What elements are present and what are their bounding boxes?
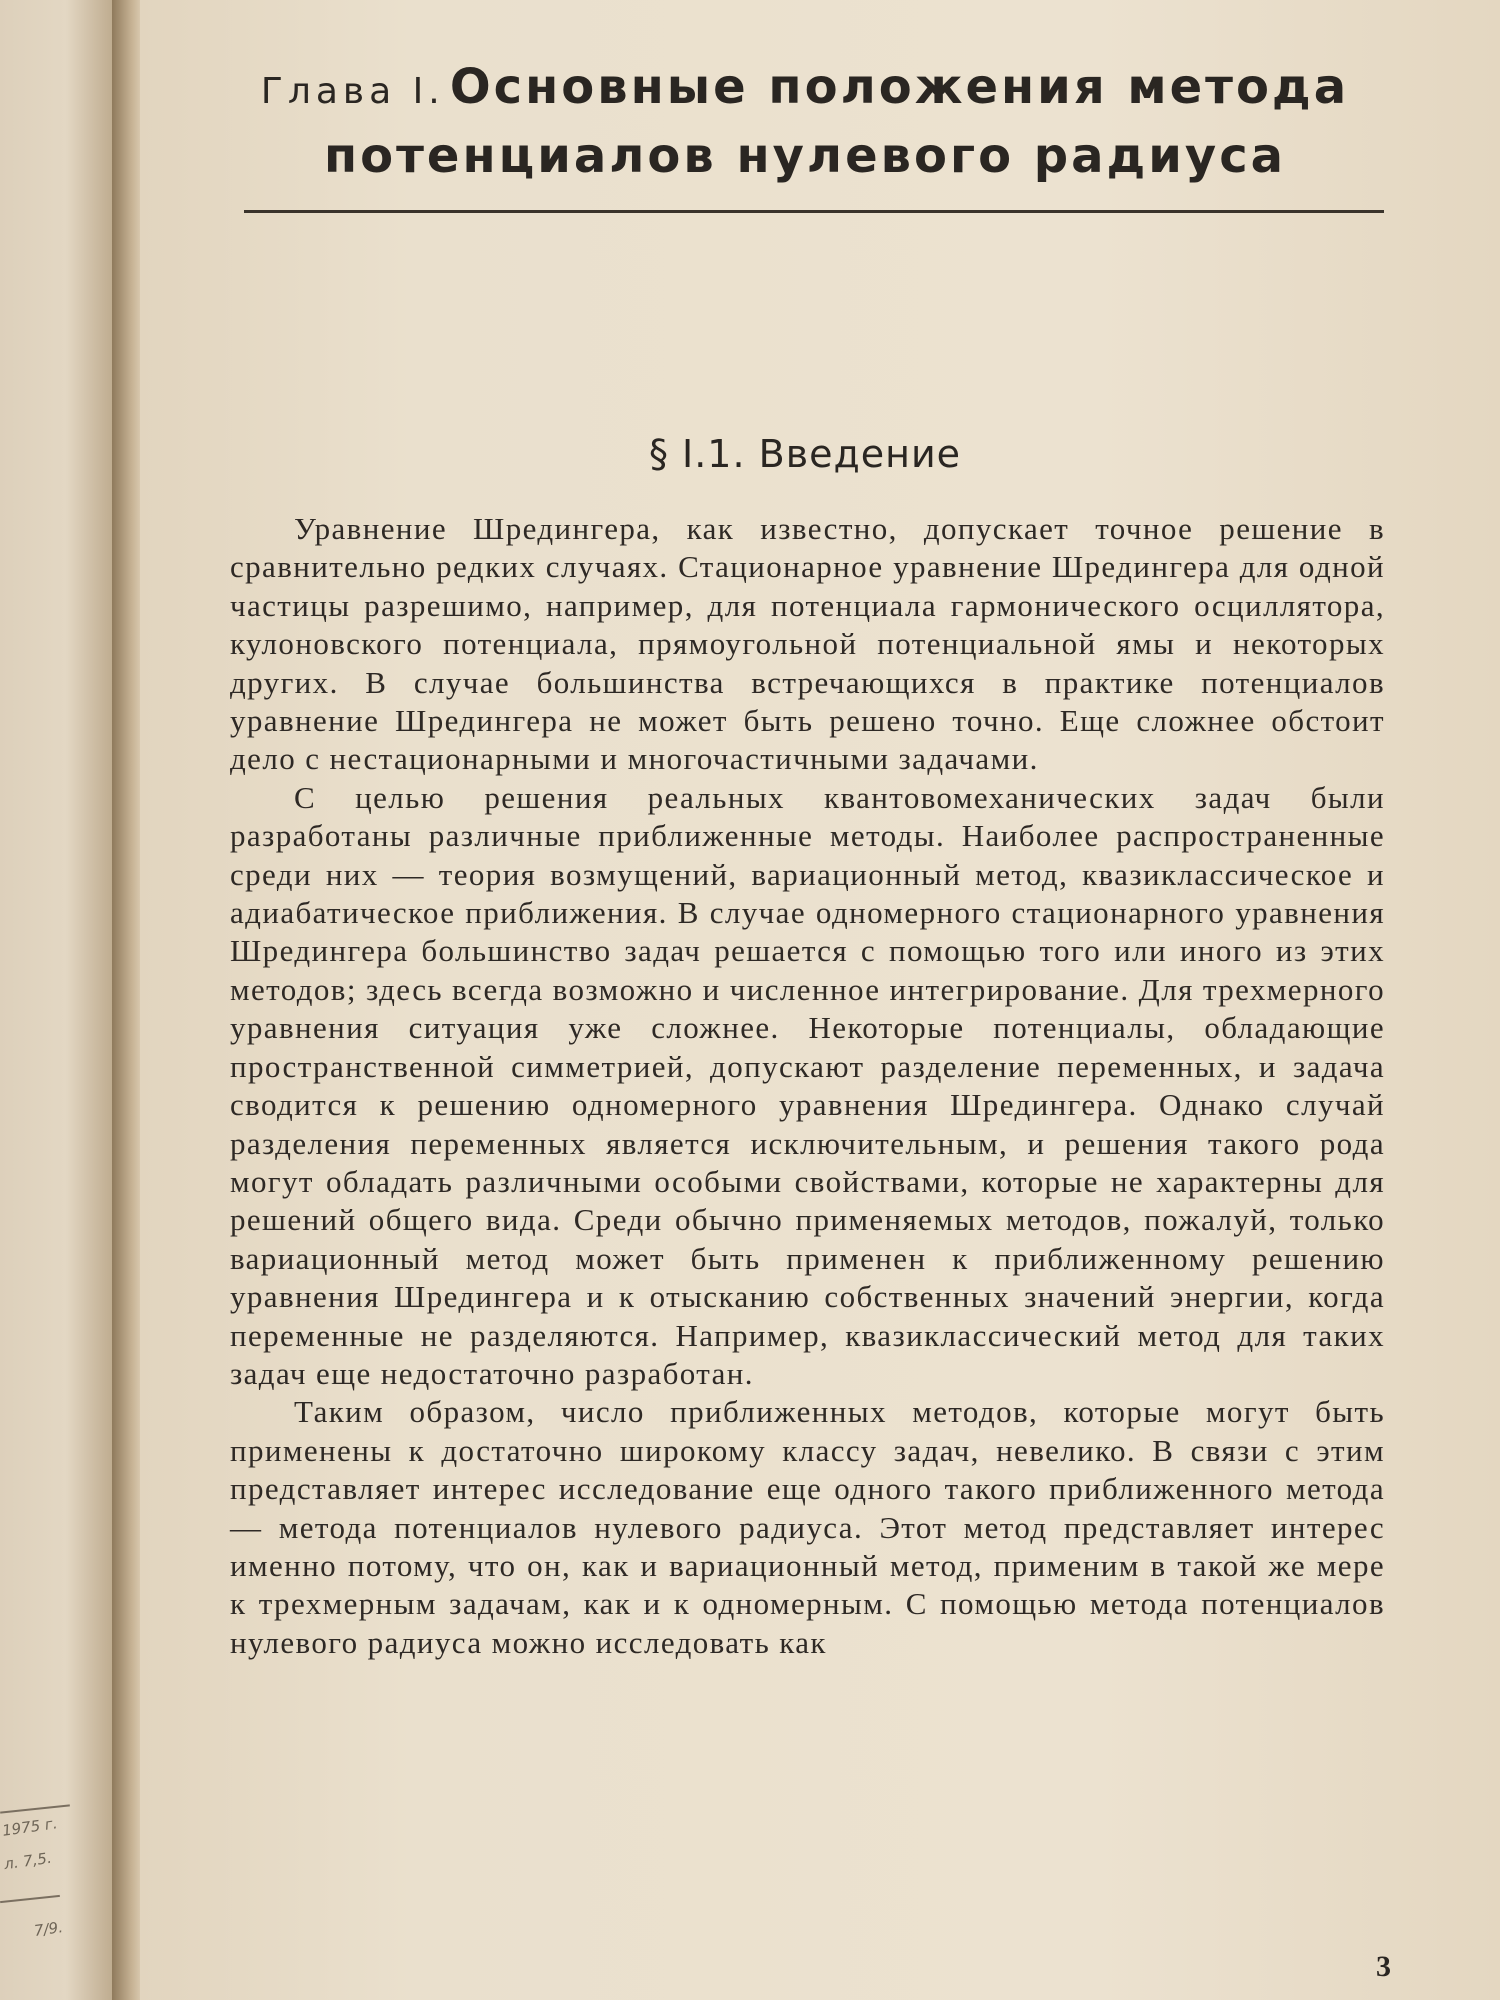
section-title: § I.1. Введение bbox=[648, 432, 962, 476]
stamp-line bbox=[0, 1804, 70, 1813]
title-rule bbox=[244, 210, 1384, 213]
chapter-title-line-1: Основные положения метода bbox=[449, 59, 1350, 115]
stamp-line bbox=[0, 1895, 60, 1903]
chapter-title bbox=[240, 58, 1370, 196]
paragraph-1: Уравнение Шредингера, как известно, допускает точное решение в сравнительно редких случаях. Стационарное уравнение Шредингера для одной частицы разрешимо, например, для потенциала гармонического осциллятора, кулоновского потенциала, прямоугольной потенциальной ямы и некоторых других. В случае большинства встречающихся в практике потенциалов уравнение Шредингера не может быть решено точно. Еще сложнее обстоит дело с нестационарными и многочастичными задачами. bbox=[230, 511, 1385, 777]
paragraph-2: С целью решения реальных квантовомеханических задач были разработаны различные приближенные методы. Наиболее распространенные среди них — теория возмущений, вариационный метод, квазиклассическое и адиабатическое приближения. В случае одномерного стационарного уравнения Шредингера большинство задач решается с помощью того или иного из этих методов; здесь всегда возможно и численное интегрирование. Для трехмерного уравнения ситуация уже сложнее. Некоторые потенциалы, обладающие пространственной симметрией, допускают разделение переменных, и задача сводится к решению одномерного уравнения Шредингера. Однако случай разделения переменных является исключительным, и решения такого рода могут обладать различными особыми свойствами, которые не характерны для решений общего вида. Среди обычно применяемых методов, пожалуй, только вариационный метод может быть применен к приближенному решению уравнения Шредингера и к отысканию собственных значений энергии, когда переменные не разделяются. Например, квазиклассический метод для таких задач еще недостаточно разработан. bbox=[230, 779, 1385, 1391]
margin-note-year: 1975 г. bbox=[1, 1814, 59, 1840]
chapter-label: Глава I. bbox=[260, 71, 445, 112]
margin-note-fraction: 7/9. bbox=[32, 1918, 65, 1940]
facing-page-edge bbox=[0, 0, 120, 2000]
margin-note-sheets: л. 7,5. bbox=[2, 1848, 53, 1874]
body-text bbox=[230, 510, 1385, 1662]
chapter-title-line-2: потенциалов нулевого радиуса bbox=[323, 128, 1287, 184]
paragraph-3: Таким образом, число приближенных методов, которые могут быть применены к достаточно широкому классу задач, невелико. В связи с этим представляет интерес исследование еще одного такого приближенного метода — метода потенциалов нулевого радиуса. Этот метод представляет интерес именно потому, что он, как и вариационный метод, применим в такой же мере к трехмерным задачам, как и к одномерным. С помощью метода потенциалов нулевого радиуса можно исследовать как bbox=[230, 1394, 1385, 1660]
page-number: 3 bbox=[1376, 1950, 1391, 1983]
